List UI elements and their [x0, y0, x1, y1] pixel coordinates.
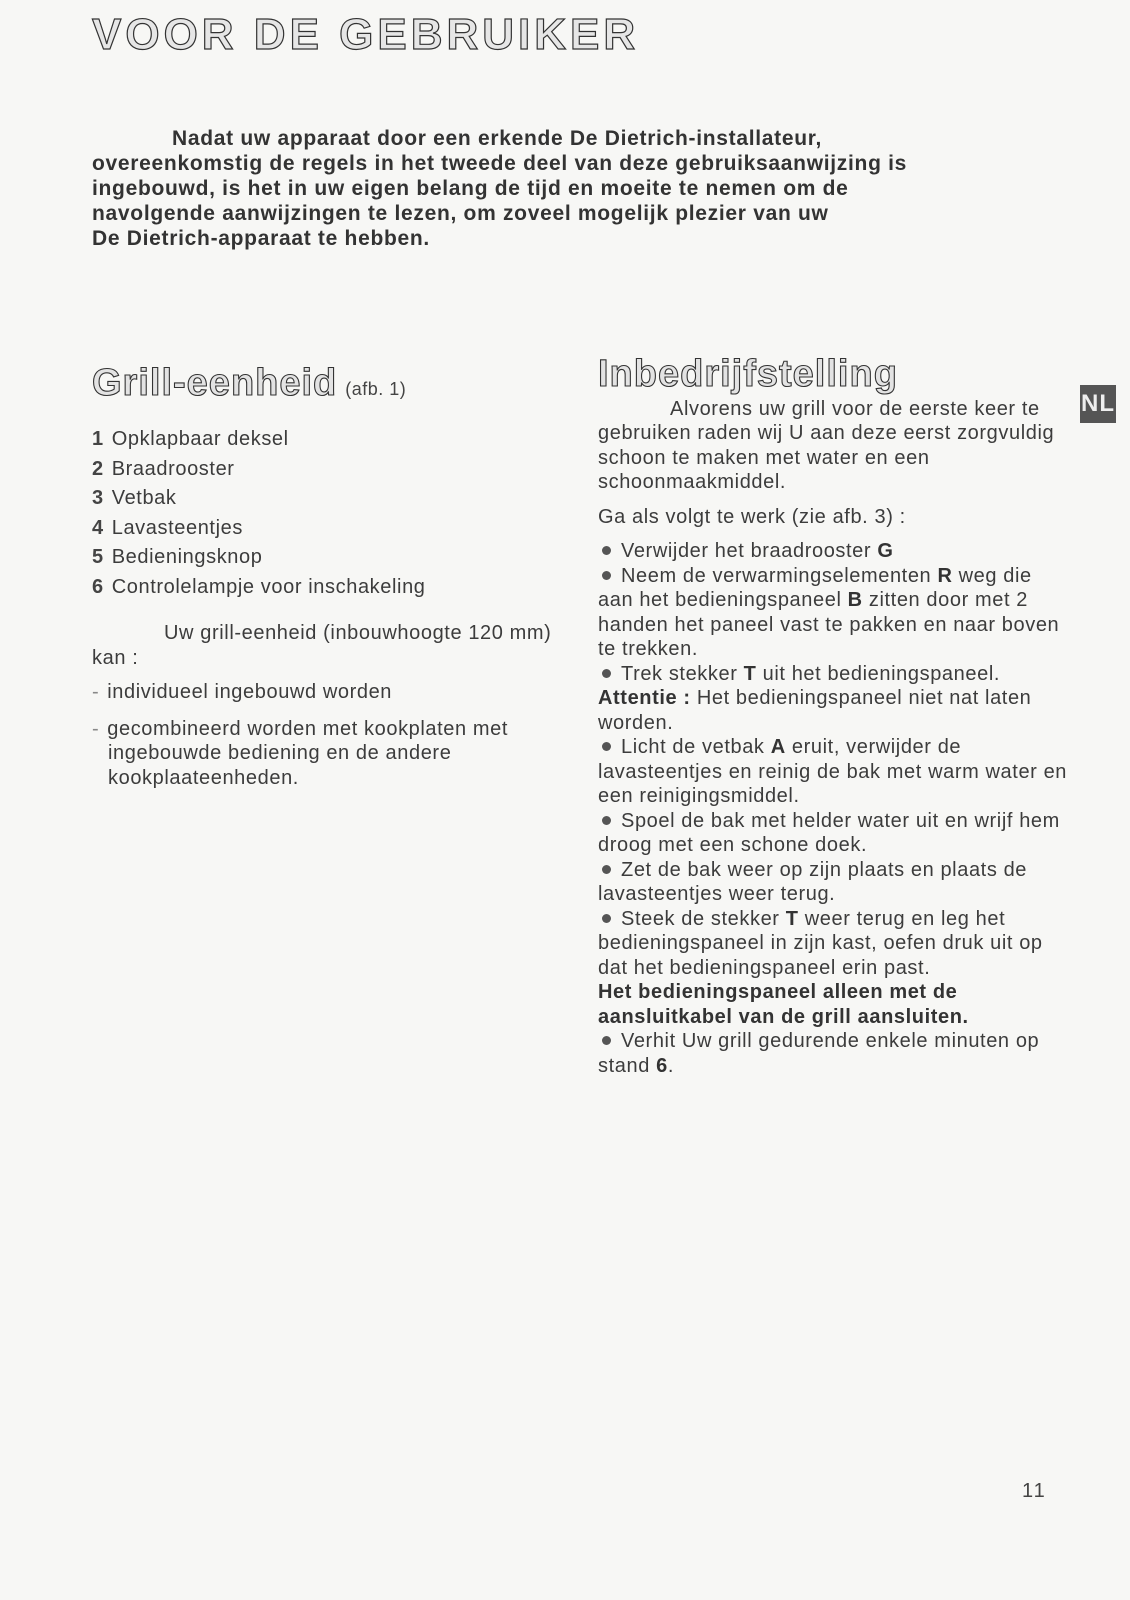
part-label: Vetbak [111, 487, 177, 509]
part-label: Lavasteentjes [111, 516, 243, 539]
list-item: Steek de stekker T weer terug en leg het bedieningspaneel in zijn kast, oefen druk uit op dat het bedieningspaneel erin past. [598, 907, 1068, 981]
grill-unit-heading [92, 362, 562, 405]
part-label: Braadrooster [111, 457, 235, 480]
intro-line: Nadat uw apparaat door een erkende De Dietrich-installateur, [172, 127, 823, 150]
list-item: Zet de bak weer op zijn plaats en plaats de lavasteentjes weer terug. [598, 858, 1068, 907]
part-label: Opklapbaar deksel [111, 428, 289, 450]
grill-unit-section [92, 362, 562, 790]
part-number: 5 [92, 546, 104, 568]
part-number: 2 [92, 457, 104, 480]
list-item [92, 486, 562, 511]
page-title: VOOR DE GEBRUIKER [92, 10, 640, 59]
step-intro: Ga als volgt te werk (zie afb. 3) : [598, 505, 906, 528]
language-tab: NL [1080, 385, 1116, 423]
list-item: Licht de vetbak A eruit, verwijder de lavasteentjes en reinig de bak met warm water en een reinigingsmiddel. [598, 736, 1068, 807]
part-number: 6 [92, 575, 104, 598]
key-label: R [937, 564, 953, 587]
install-paragraph: Uw grill-eenheid (inbouwhoogte 120 mm) kan : [92, 622, 552, 669]
attention-label: Attentie : [598, 687, 691, 709]
attention-note: Attentie : Het bedieningspaneel niet nat laten worden. [598, 687, 1032, 734]
intro-line: overeenkomstig de regels in het tweede deel van deze gebruiksaanwijzing is [92, 152, 908, 175]
list-item: Trek stekker T uit het bedieningspaneel. [598, 662, 1068, 687]
parts-list [92, 427, 562, 599]
grill-unit-heading-text: Grill-eenheid [92, 362, 338, 404]
intro-line: ingebouwd, is het in uw eigen belang de tijd en moeite te nemen om de [92, 177, 849, 200]
list-item: - individueel ingebouwd worden [92, 681, 393, 703]
startup-section [598, 353, 1068, 1078]
key-label: T [743, 662, 757, 685]
list-item [92, 575, 562, 600]
key-label: A [770, 736, 786, 758]
list-item: - gecombineerd worden met kookplaten met ingebouwde bediening en de andere kookplaateenheden. [92, 717, 509, 789]
part-number: 1 [92, 428, 104, 450]
grill-unit-figure-ref: (afb. 1) [345, 379, 407, 399]
key-label: B [847, 589, 863, 611]
warning-note: Het bedieningspaneel alleen met de aansluitkabel van de grill aansluiten. [598, 981, 969, 1028]
intro-paragraph [92, 126, 1052, 251]
step-list [598, 539, 1068, 1078]
part-label: Controlelampje voor inschakeling [111, 575, 426, 598]
list-item [92, 457, 562, 482]
intro-line: navolgende aanwijzingen te lezen, om zoveel mogelijk plezier van uw [92, 202, 829, 225]
startup-intro: Alvorens uw grill voor de eerste keer te gebruiken raden wij U aan deze eerst zorgvuldig schoon te maken met water en een schoonmaakmiddel. [598, 397, 1055, 493]
part-number: 3 [92, 487, 104, 509]
install-option: individueel ingebouwd worden [107, 681, 393, 703]
list-item [92, 545, 562, 570]
key-label: G [877, 540, 894, 562]
list-item: Verwijder het braadrooster G [598, 539, 1068, 564]
key-label: 6 [656, 1054, 668, 1077]
install-option: gecombineerd worden met kookplaten met ingebouwde bediening en de andere kookplaateenheden. [107, 717, 509, 789]
key-label: T [785, 907, 799, 930]
list-item [92, 516, 562, 541]
list-item: Neem de verwarmingselementen R weg die aan het bedieningspaneel B zitten door met 2 handen het paneel vast te pakken en naar boven te trekken. [598, 564, 1068, 662]
list-item: Verhit Uw grill gedurende enkele minuten op stand 6. [598, 1029, 1068, 1078]
page-number: 11 [1022, 1480, 1047, 1502]
startup-heading: Inbedrijfstelling [598, 353, 898, 395]
intro-line: De Dietrich-apparaat te hebben. [92, 227, 430, 250]
part-label: Bedieningsknop [111, 546, 263, 568]
part-number: 4 [92, 516, 104, 539]
list-item [92, 427, 562, 452]
list-item: Spoel de bak met helder water uit en wrijf hem droog met een schone doek. [598, 809, 1068, 858]
